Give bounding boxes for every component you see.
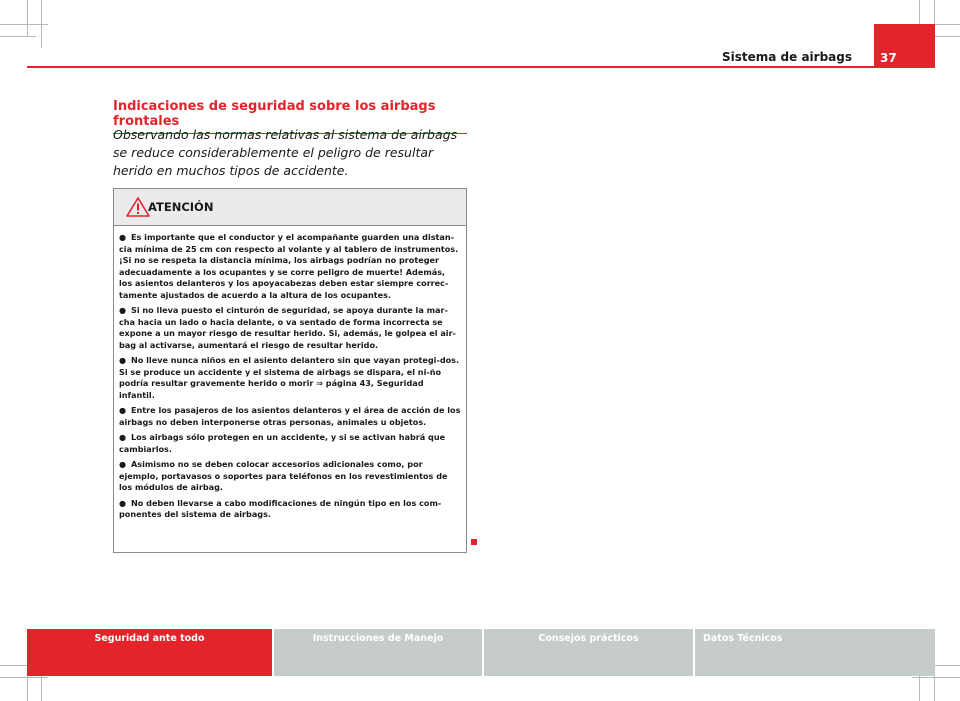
warning-header [114, 189, 466, 226]
warning-item-text: Asimismo no se deben colocar accesorios adicionales como, por ejemplo, portavasos o soportes para teléfonos en los revestimientos de los módulos de airbag. [119, 459, 448, 492]
warning-box [113, 188, 467, 553]
tab-instrucciones[interactable] [274, 629, 482, 676]
warning-item [119, 405, 461, 428]
bullet: ● [119, 459, 127, 469]
warning-item [119, 232, 461, 301]
bullet: ● [119, 305, 127, 315]
crop-mark [0, 36, 36, 37]
bullet: ● [119, 355, 127, 365]
warning-item [119, 459, 461, 494]
tab-label: Instrucciones de Manejo [312, 633, 444, 644]
warning-item-text: Si no lleva puesto el cinturón de seguridad, se apoya durante la mar-cha hacia un lado o hacia delante, o va sentado de forma incorrecta se expone a un mayor riesgo de resultar herido. Si, además, le golpea el air-bag al activarse, aumentará el riesgo de resultar herido. [119, 305, 456, 350]
tab-label: Datos Técnicos [703, 633, 783, 644]
warning-title: ATENCIÓN [148, 200, 214, 214]
crop-mark [0, 24, 48, 25]
tab-seguridad[interactable] [27, 629, 272, 676]
tab-label: Seguridad ante todo [94, 633, 205, 644]
warning-item [119, 432, 461, 455]
warning-item-text: Es importante que el conductor y el acompañante guarden una distan-cia mínima de 25 cm con respecto al volante y al tablero de instrumentos. ¡Si no se respeta la distancia mínima, los airbags podrían no proteger adecuadamente a los ocupantes y se corre peligro de muerte! Además, los asientos delanteros y los apoyacabezas deben estar siempre correc-tamente ajustados de acuerdo a la altura de los ocupantes. [119, 232, 459, 300]
bullet: ● [119, 232, 127, 242]
chapter-title: Sistema de airbags [721, 50, 852, 64]
warning-item-text: Los airbags sólo protegen en un accidente, y si se activan habrá que cambiarlos. [119, 432, 446, 454]
warning-item [119, 355, 461, 401]
end-of-section-marker [471, 539, 477, 545]
footer-tabs [27, 629, 935, 676]
tab-consejos[interactable] [484, 629, 693, 676]
warning-item-text: No lleve nunca niños en el asiento delantero sin que vayan protegi-dos. Si se produce un accidente y el sistema de airbags se dispara, el ni-ño podría resultar gravemente herido o morir ⇒ página 43, Seguridad infantil. [119, 355, 460, 400]
tab-label: Consejos prácticos [538, 633, 639, 644]
bullet: ● [119, 497, 127, 508]
warning-item [119, 305, 461, 351]
warning-list [114, 226, 466, 521]
bullet: ● [119, 432, 127, 442]
bullet: ● [119, 405, 127, 415]
warning-item [119, 498, 461, 521]
warning-item-text: No deben llevarse a cabo modificaciones de ningún tipo en los com-ponentes del sistema de airbags. [119, 497, 442, 519]
crop-mark [27, 0, 28, 36]
page-number-box [874, 24, 935, 68]
crop-mark [0, 677, 48, 678]
warning-triangle-icon [126, 197, 150, 217]
page-number: 37 [880, 51, 897, 65]
section-heading: Indicaciones de seguridad sobre los airbags frontales [113, 99, 467, 134]
header-rule [27, 66, 935, 68]
warning-item-text: Entre los pasajeros de los asientos delanteros y el área de acción de los airbags no deben interponerse otras personas, animales u objetos. [119, 405, 461, 427]
tab-datos-tecnicos[interactable] [695, 629, 935, 676]
intro-paragraph: Observando las normas relativas al sistema de airbags se reduce considerablemente el peligro de resultar herido en muchos tipos de accidente. [113, 127, 458, 178]
crop-mark [912, 677, 960, 678]
